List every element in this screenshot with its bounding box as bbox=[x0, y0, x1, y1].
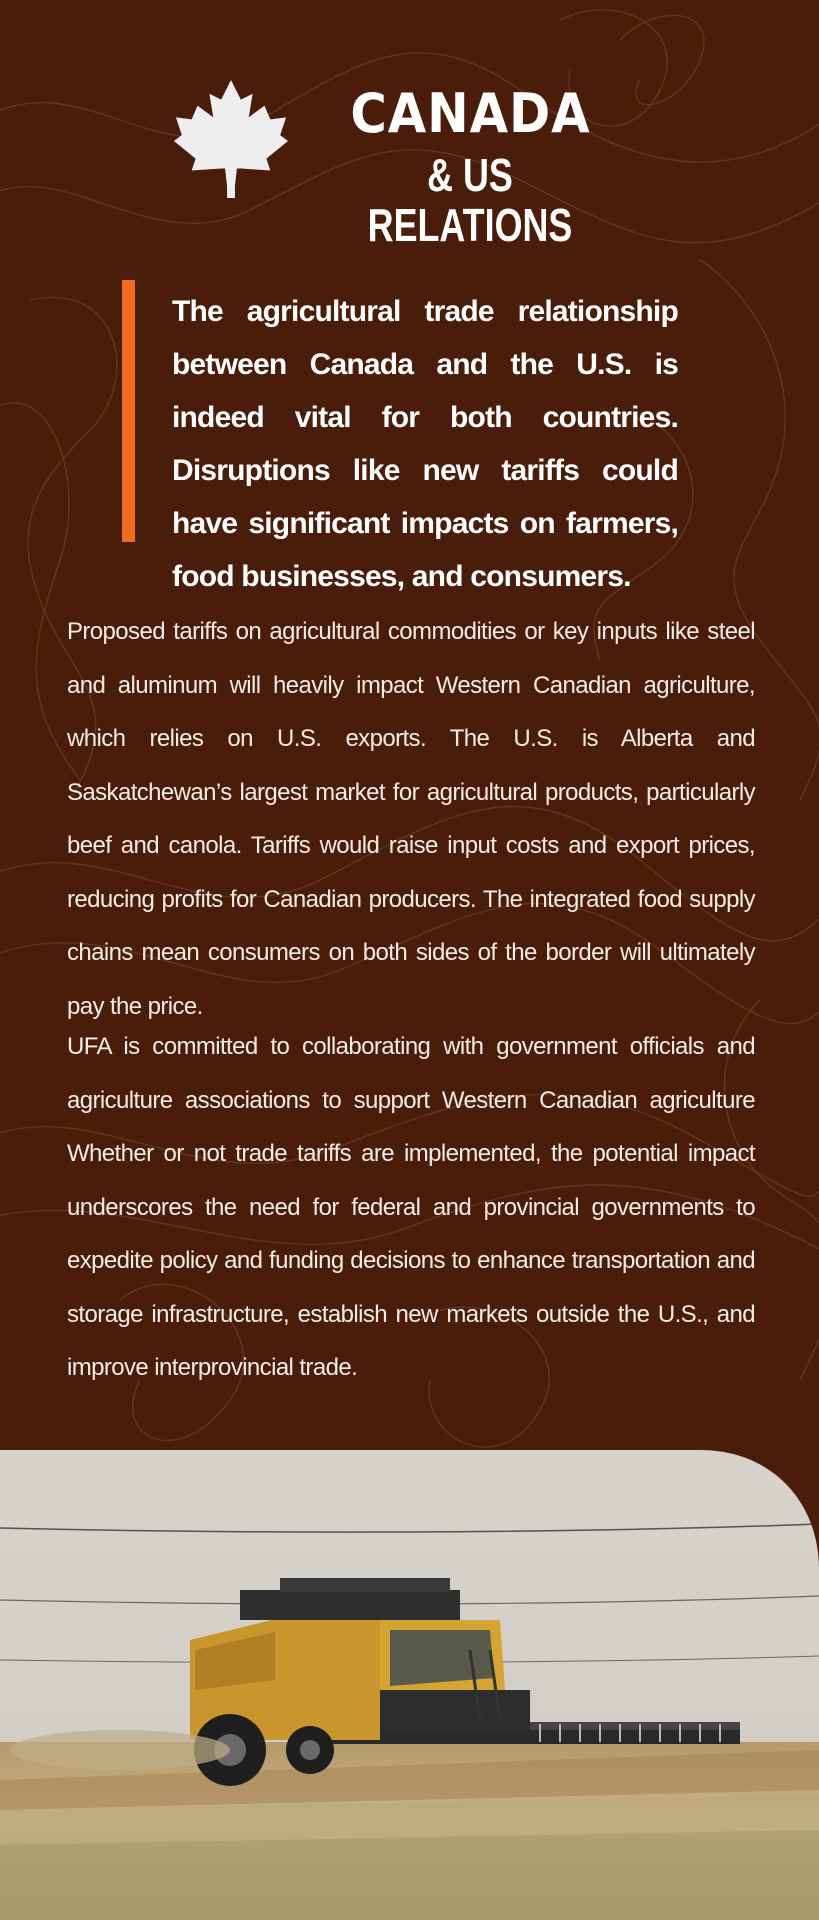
maple-leaf-icon bbox=[172, 78, 290, 200]
page-title: CANADA bbox=[350, 82, 591, 145]
body-paragraph-2: UFA is committed to collaborating with government officials and agriculture associations to support Western Canadian agriculture Whether or not trade tariffs are implemented, the potential impact underscores the need for federal and provincial governments to expedite policy and funding decisions to enhance transportation and storage infrastructure, establish new markets outside the U.S., and improve interprovincial trade. bbox=[67, 1033, 755, 1381]
combine-harvester-photo bbox=[0, 1450, 819, 1920]
quote-accent-bar bbox=[122, 280, 135, 542]
header bbox=[0, 70, 819, 251]
body-paragraph-1: Proposed tariffs on agricultural commodities or key inputs like steel and aluminum will heavily impact Western Canadian agriculture, which relies on U.S. exports. The U.S. is Alberta and Saskatchewan’s largest market for agricultural products, particularly beef and canola. Tariffs would raise input costs and export prices, reducing profits for Canadian producers. The integrated food supply chains mean consumers on both sides of the border will ultimately pay the price. bbox=[67, 618, 755, 1020]
pull-quote: The agricultural trade relationship between Canada and the U.S. is indeed vital for both countries. Disruptions like new tariffs could have significant impacts on farmers, food businesses, and consumers. bbox=[172, 295, 678, 593]
page-subtitle: & US RELATIONS bbox=[367, 149, 573, 251]
